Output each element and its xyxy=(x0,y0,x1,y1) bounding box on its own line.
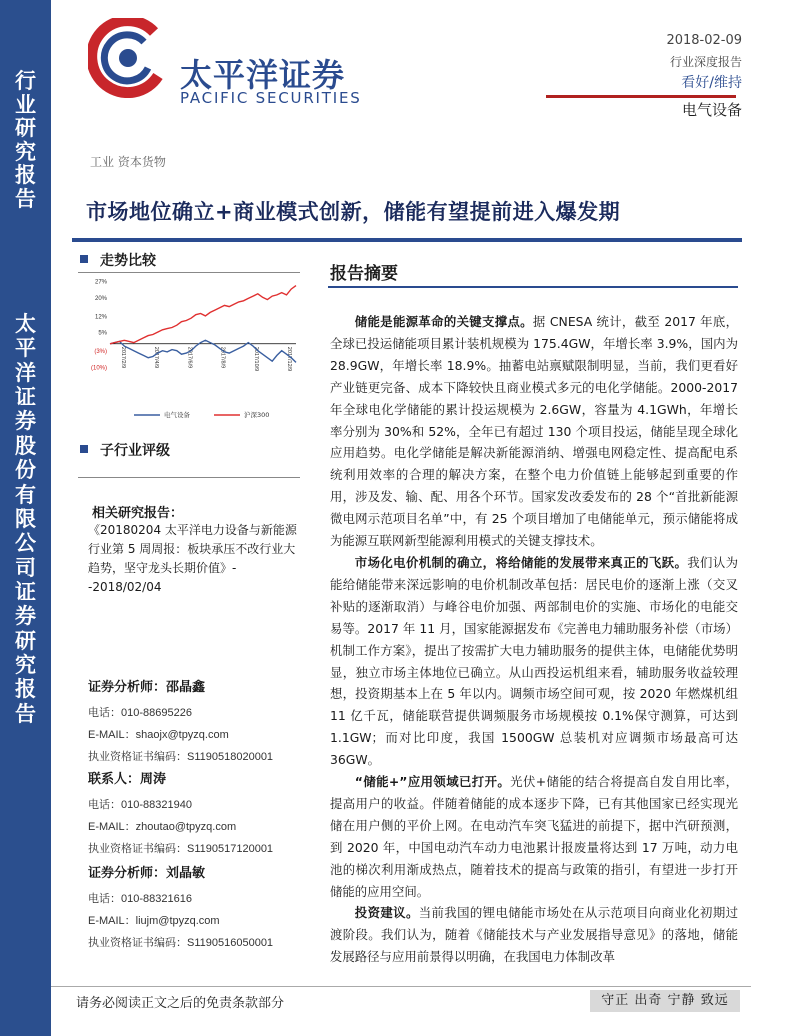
sidebar-company-label xyxy=(0,312,51,726)
y-tick-label: 27% xyxy=(94,279,107,286)
abstract-paragraph xyxy=(330,771,738,902)
bullet-square-icon xyxy=(80,445,88,453)
footer-disclaimer: 请务必阅读正文之后的免责条款部分 xyxy=(76,996,285,1011)
y-tick-label: (3%) xyxy=(94,349,107,356)
sidebar-char: 行 xyxy=(15,69,36,93)
sidebar-char: 证 xyxy=(15,579,36,604)
x-tick-label: 2017/6/9 xyxy=(186,346,193,369)
sidebar-report-category xyxy=(0,70,51,211)
title-divider xyxy=(72,238,742,242)
contact-role: 证券分析师：邵晶鑫 xyxy=(88,680,206,695)
footer-divider xyxy=(51,986,751,987)
trend-section-rule xyxy=(78,272,300,273)
abstract-divider xyxy=(328,286,738,288)
industry-sector: 电气设备 xyxy=(681,101,742,119)
company-logo-icon xyxy=(88,18,168,98)
paragraph-text: 当前我国的锂电储能市场处在从示范项目向商业化初期过渡阶段。我们认为，随着《储能技术与产业发展指导意见》的落地，储能发展路径与应用前景得以明确，在我国电力体制改革 xyxy=(330,905,739,965)
sidebar-char: 公 xyxy=(15,531,36,556)
sidebar-char: 研 xyxy=(15,116,36,141)
industry-rating: 看好/维持 xyxy=(681,75,742,91)
sidebar-char: 洋 xyxy=(15,360,36,385)
sidebar-char: 研 xyxy=(15,628,36,653)
footer-sidebar-band xyxy=(0,1003,51,1036)
sidebar-char: 太 xyxy=(15,312,36,336)
sidebar-char: 限 xyxy=(15,506,36,531)
y-tick-label: 20% xyxy=(94,295,107,302)
sidebar-char: 业 xyxy=(15,92,36,117)
header-accent-line xyxy=(546,95,736,98)
paragraph-lead: 投资建议。 xyxy=(354,905,419,921)
paragraph-text: 光伏+储能的结合将提高自发自用比率，提高用户的收益。伴随着储能的成本逐步下降，已有其他国家已经实现光储在用户侧的平价上网。在电动汽车突飞猛进的前提下，据中汽研预测，到 2020 年，中国电动汽车动力电池累计报废量将达到 17 万吨，动力电池的梯次利用渐成热点，随着技术的提高与政策的指引，有望进一步打开储能的应用空间。 xyxy=(330,774,738,899)
related-research-body: 《20180204 太平洋电力设备与新能源行业第 5 周周报：板块承压不改行业大趋势，坚守龙头长期价值》--2018/02/04 xyxy=(88,523,297,594)
abstract-paragraph xyxy=(330,552,738,771)
industry-category: 工业 资本货物 xyxy=(90,155,166,169)
paragraph-lead: 市场化电价机制的确立，将给储能的发展带来真正的飞跃。 xyxy=(354,554,688,570)
sidebar-char: 份 xyxy=(15,458,36,483)
sidebar-char: 券 xyxy=(15,604,36,629)
x-tick-label: 2017/8/9 xyxy=(219,346,226,369)
footer-motto: 守正 出奇 宁静 致远 xyxy=(590,990,740,1012)
sidebar-char: 券 xyxy=(15,409,36,434)
contact-email[interactable]: E-MAIL：liujm@tpyzq.com xyxy=(88,915,220,927)
abstract-body xyxy=(330,311,738,968)
contact-role: 证券分析师：刘晶敏 xyxy=(88,866,206,881)
sidebar-char: 司 xyxy=(15,555,36,580)
sidebar-char: 究 xyxy=(15,653,36,678)
sidebar-char: 平 xyxy=(15,336,36,361)
y-tick-label: 12% xyxy=(94,314,107,321)
analyst-contact-3 xyxy=(88,862,300,954)
contact-phone: 电话：010-88695226 xyxy=(88,707,192,719)
contact-email[interactable]: E-MAIL：shaojx@tpyzq.com xyxy=(88,729,229,741)
sidebar-char: 报 xyxy=(15,163,36,188)
sidebar-char: 告 xyxy=(15,186,36,211)
analyst-contact-1 xyxy=(88,676,300,768)
contact-cert: 执业资格证书编码：S1190518020001 xyxy=(88,751,274,763)
sub-rating-section-header: 子行业评级 xyxy=(80,440,170,460)
analyst-contact-2 xyxy=(88,768,300,860)
abstract-paragraph xyxy=(330,311,738,552)
paragraph-lead: 储能是能源革命的关键支撑点。 xyxy=(354,314,533,329)
sidebar-char: 告 xyxy=(15,701,36,726)
x-tick-label: 2017/12/9 xyxy=(286,346,292,372)
series-line xyxy=(110,286,296,344)
contact-phone: 电话：010-88321616 xyxy=(88,893,192,905)
x-tick-label: 2017/2/9 xyxy=(120,346,126,369)
trend-section-header: 走势比较 xyxy=(80,250,156,270)
contact-role: 联系人：周涛 xyxy=(88,772,167,787)
related-research-title: 相关研究报告： xyxy=(92,506,184,521)
contact-email[interactable]: E-MAIL：zhoutao@tpyzq.com xyxy=(88,821,237,833)
legend-label: 电气设备 xyxy=(164,411,190,419)
brand-name-cn: 太平洋证券 xyxy=(180,56,346,94)
contact-cert: 执业资格证书编码：S1190517120001 xyxy=(88,843,274,855)
x-tick-label: 2017/10/9 xyxy=(252,346,259,372)
report-title: 市场地位确立+商业模式创新，储能有望提前进入爆发期 xyxy=(86,200,621,224)
sub-rating-section-rule xyxy=(78,477,300,478)
y-tick-label: 5% xyxy=(98,330,107,337)
paragraph-text: 据 CNESA 统计，截至 2017 年底，全球已投运储能项目累计装机规模为 175.4GW，年增长率 3.9%，国内为 28.9GW，年增长率 18.9%。抽蓄电站禀赋限制明显，当前，我们更看好产业链更完备、成本下降较快且商业模式多元的电化学储能。2000-2017 年全球电化学储能的累计投运规模为 2.6GW，容量为 4.1GWh，年增长率分别为 30%和 52%，全年已有超过 130 个项目投运，储能呈现全球化应用趋势。电化学储能是解决新能源消纳、增强电网稳定性、提高配电系统利用效率的合理的解决方案，在整个电力价值链上能够起到重要的作用，涉及发、输、配、用各个环节。国家发改委发布的 28 个“首批新能源微电网示范项目名单”中，有 25 个项目增加了电储能单元，预示储能将成为能源互联网新型能源利用模式的关键支撑技术。 xyxy=(330,314,739,549)
paragraph-text: 我们认为能给储能带来深远影响的电价机制改革包括：居民电价的逐渐上涨（交叉补贴的逐渐取消）与峰谷电价加强、两部制电价的实施、市场化的电能交易等。2017 年 11 月，国家能源据发布《完善电力辅助服务补偿（市场）机制工作方案》，提出了按需扩大电力辅助服务的提供主体，电储能优势明显，独立市场主体地位已确立。从山西投运机组来看，辅助服务收益较理想，投资期基本上在 5 年以内。调频市场空间可观，按 2020 年燃煤机组 11 亿千瓦，储能联营提供调频服务市场规模按 0.1%保守测算，可达到 1.1GW；而对比印度，我国 1500GW 总装机对应调频市场最高可达 36GW。 xyxy=(330,554,739,768)
report-type: 行业深度报告 xyxy=(669,55,742,69)
trend-comparison-chart xyxy=(82,275,304,427)
sidebar-char: 报 xyxy=(15,677,36,702)
x-tick-label: 2017/4/9 xyxy=(153,346,160,369)
paragraph-lead: “储能+”应用领域已打开。 xyxy=(354,774,511,790)
abstract-paragraph xyxy=(330,902,738,968)
y-tick-label: (10%) xyxy=(90,365,107,372)
contact-phone: 电话：010-88321940 xyxy=(88,799,192,811)
sidebar-char: 证 xyxy=(15,385,36,410)
bullet-square-icon xyxy=(80,255,88,263)
legend-label: 沪深300 xyxy=(244,411,270,419)
sidebar-char: 究 xyxy=(15,139,36,164)
contact-cert: 执业资格证书编码：S1190516050001 xyxy=(88,937,274,949)
sidebar-char: 股 xyxy=(15,433,36,458)
report-date: 2018-02-09 xyxy=(666,33,742,48)
sidebar-char: 有 xyxy=(15,482,36,507)
abstract-title: 报告摘要 xyxy=(330,264,398,284)
brand-name-en: PACIFIC SECURITIES xyxy=(180,89,362,107)
